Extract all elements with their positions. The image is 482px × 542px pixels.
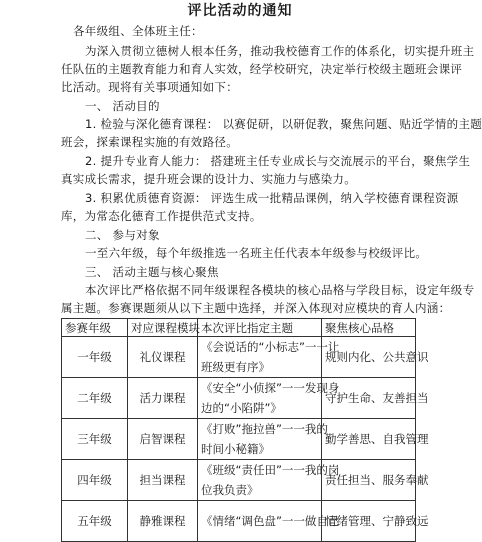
purpose-item-3-line-1: 3. 积累优质德育资源： 评选生成一批精品课例，纳入学校德育课程资源 <box>85 191 459 205</box>
grade-cell: 三年级 <box>62 419 128 460</box>
table-header-grade: 参赛年级 <box>62 319 128 337</box>
theme-line-1: 《会说话的“小标志”一一让 <box>201 340 340 354</box>
grade-cell: 四年级 <box>62 460 128 501</box>
purpose-item-1-line-2: 班会，探索课程实施的有效路径。 <box>61 135 238 149</box>
theme-line-2: 时间小秘籍》 <box>201 442 270 456</box>
themes-intro-line-2: 属主题。参赛课题须从以下主题中选择，并深入体现对应模块的育人内涵： <box>61 301 451 315</box>
theme-cell <box>198 419 328 460</box>
quality-cell: 勤学善思、自我管理 <box>322 419 416 460</box>
theme-line-2: 位我负责》 <box>201 483 259 497</box>
quality-cell: 责任担当、服务奉献 <box>322 460 416 501</box>
module-cell: 启智课程 <box>128 419 198 460</box>
section-heading-purpose: 一、 活动目的 <box>85 99 160 113</box>
table-row <box>62 501 416 542</box>
intro-line-2: 任队伍的主题教育能力和育人实效，经学校研究，决定举行校级主题班会课评 <box>61 62 463 76</box>
theme-cell <box>198 378 340 419</box>
purpose-item-2-line-1: 2. 提升专业育人能力： 搭建班主任专业成长与交流展示的平台，聚焦学生 <box>85 154 471 168</box>
theme-line-2: 边的“小陷阱”》 <box>201 401 282 415</box>
theme-table <box>61 318 429 542</box>
purpose-item-1-line-1: 1. 检验与深化德育课程： 以赛促研，以研促教，聚焦问题、贴近学情的主题 <box>85 117 482 131</box>
theme-line-1: 《班级“责任田”一一我的岗 <box>201 463 340 477</box>
intro-line-3: 比活动。现将有关事项通知如下： <box>61 80 238 94</box>
theme-line-1: 《安全“小侦探”一一发现身 <box>201 381 340 395</box>
table-header-row <box>62 319 416 337</box>
theme-cell <box>198 337 340 378</box>
quality-cell: 情绪管理、宁静致远 <box>322 501 416 542</box>
theme-cell <box>198 460 340 501</box>
module-cell: 静雅课程 <box>128 501 198 542</box>
participants-text: 一至六年级，每个年级推选一名班主任代表本年级参与校级评比。 <box>85 246 428 260</box>
grade-cell: 五年级 <box>62 501 128 542</box>
theme-line-2: 班级更有序》 <box>201 360 270 374</box>
salutation: 各年级组、全体班主任： <box>73 24 203 38</box>
table-header-quality: 聚焦核心品格 <box>322 319 416 337</box>
module-cell: 活力课程 <box>128 378 198 419</box>
theme-cell <box>198 501 340 542</box>
section-heading-themes: 三、 活动主题与核心聚焦 <box>85 265 219 279</box>
document-title: 评比活动的通知 <box>187 3 293 19</box>
grade-cell: 一年级 <box>62 337 128 378</box>
section-heading-participants: 二、 参与对象 <box>85 228 160 242</box>
quality-cell: 守护生命、友善担当 <box>322 378 416 419</box>
theme-line-1: 《情绪“调色盘”一一做自己 <box>201 514 340 528</box>
table-header-module: 对应课程模块 <box>128 319 198 337</box>
grade-cell: 二年级 <box>62 378 128 419</box>
table-row <box>62 460 416 501</box>
module-cell: 礼仪课程 <box>128 337 198 378</box>
theme-line-1: 《打败”拖拉兽”一一我的 <box>201 422 328 436</box>
purpose-item-3-line-2: 库，为常态化德育工作提供范式支持。 <box>61 209 262 223</box>
module-cell: 担当课程 <box>128 460 198 501</box>
quality-cell: 规则内化、公共意识 <box>322 337 416 378</box>
table-row <box>62 337 416 378</box>
table-header-theme: 本次评比指定主题 <box>198 319 322 337</box>
table-row <box>62 419 416 460</box>
themes-intro-line-1: 本次评比严格依据不同年级课程各模块的核心品格与学段目标，设定年级专 <box>85 283 475 297</box>
table-row <box>62 378 416 419</box>
intro-line-1: 为深入贯彻立德树人根本任务，推动我校德育工作的体系化，切实提升班主 <box>85 44 475 58</box>
purpose-item-2-line-2: 真实成长需求，提升班会课的设计力、实施力与感染力。 <box>61 172 356 186</box>
